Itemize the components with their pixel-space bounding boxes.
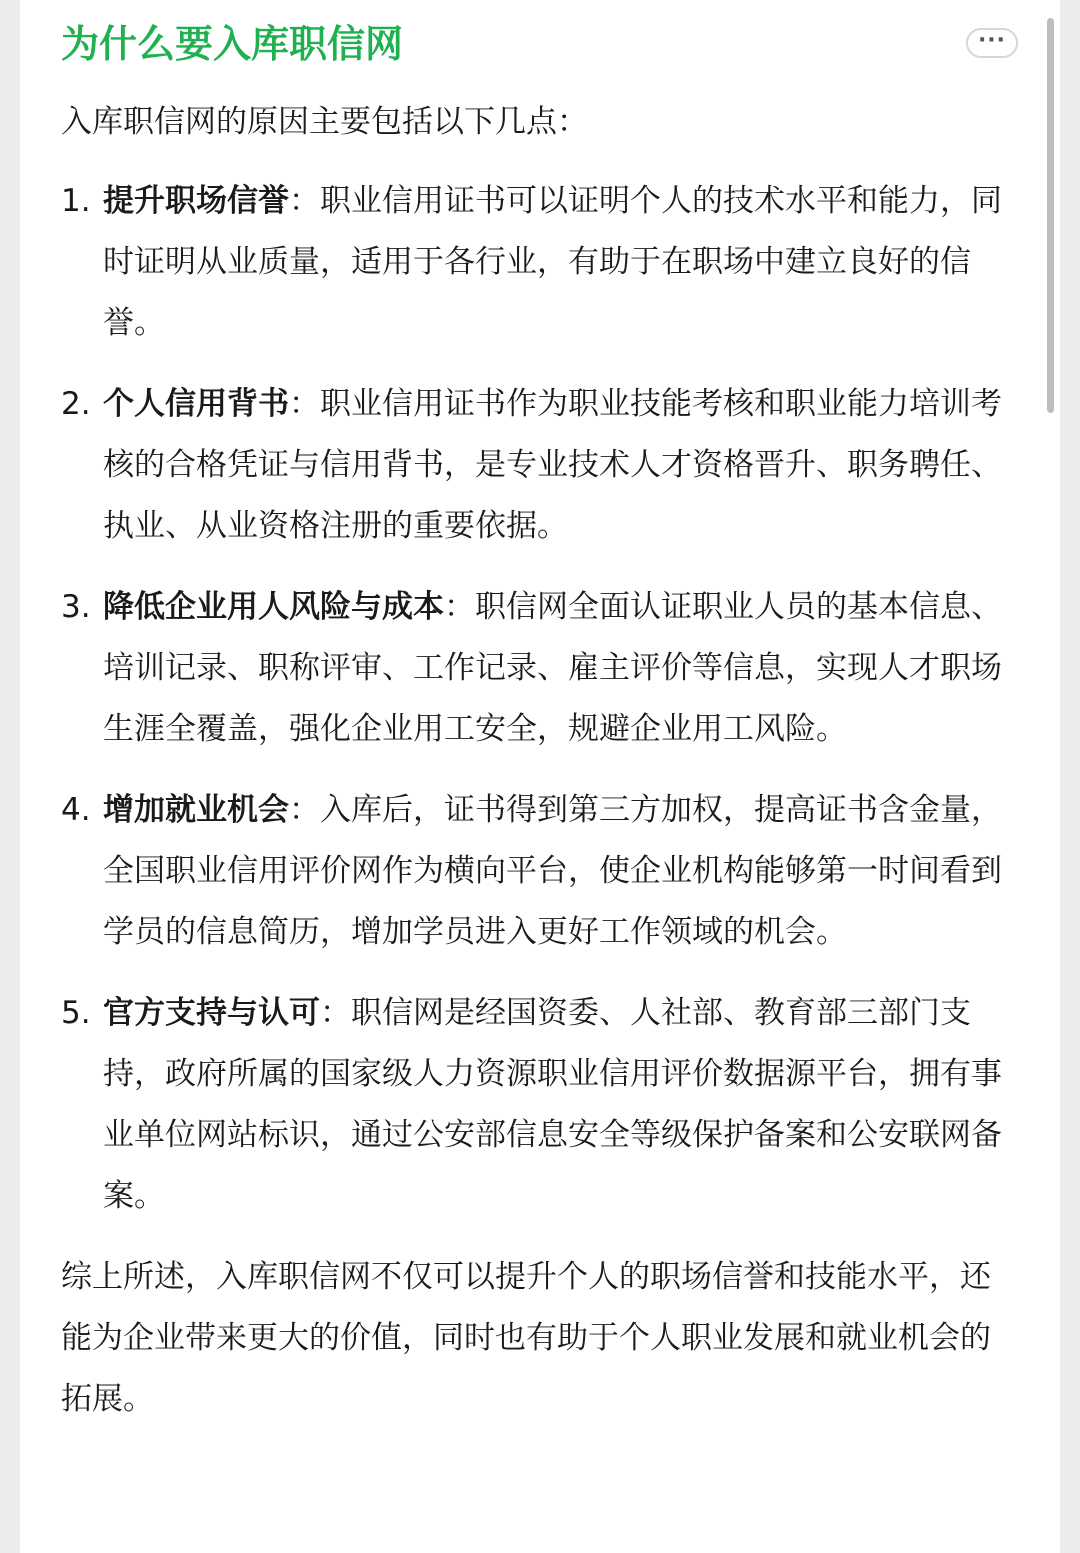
scrollbar[interactable]: [1047, 18, 1054, 413]
item-heading: 增加就业机会: [103, 792, 289, 828]
list-item: [61, 374, 1011, 557]
more-options-button[interactable]: [966, 28, 1018, 58]
answer-body: [61, 92, 1011, 1430]
item-number: 3.: [61, 589, 91, 625]
item-number: 1.: [61, 183, 91, 219]
item-text: ：入库后，证书得到第三方加权，提高证书含金量，全国职业信用评价网作为横向平台，使企业机构能够第一时间看到学员的信息简历，增加学员进入更好工作领域的机会。: [103, 792, 1002, 950]
reason-list: [61, 171, 1011, 1227]
intro-text: 入库职信网的原因主要包括以下几点：: [61, 104, 588, 140]
page-title: 为什么要入库职信网: [61, 22, 404, 66]
summary-text: 综上所述，入库职信网不仅可以提升个人的职场信誉和技能水平，还能为企业带来更大的价值，同时也有助于个人职业发展和就业机会的拓展。: [61, 1259, 991, 1417]
more-icon: ···: [977, 28, 1007, 53]
item-text: ：职业信用证书可以证明个人的技术水平和能力，同时证明从业质量，适用于各行业，有助于在职场中建立良好的信誉。: [103, 183, 1002, 341]
chat-answer-page: [20, 0, 1060, 1553]
item-text: ：职信网是经国资委、人社部、教育部三部门支持，政府所属的国家级人力资源职业信用评价数据源平台，拥有事业单位网站标识，通过公安部信息安全等级保护备案和公安联网备案。: [103, 995, 1002, 1214]
item-text: ：职信网全面认证职业人员的基本信息、培训记录、职称评审、工作记录、雇主评价等信息，实现人才职场生涯全覆盖，强化企业用工安全，规避企业用工风险。: [103, 589, 1002, 747]
item-heading: 降低企业用人风险与成本: [103, 589, 444, 625]
list-item: [61, 577, 1011, 760]
list-item: [61, 780, 1011, 963]
item-number: 2.: [61, 386, 91, 422]
list-item: [61, 171, 1011, 354]
item-heading: 官方支持与认可: [103, 995, 320, 1031]
item-number: 4.: [61, 792, 91, 828]
list-item: [61, 983, 1011, 1227]
item-text: ：职业信用证书作为职业技能考核和职业能力培训考核的合格凭证与信用背书，是专业技术人才资格晋升、职务聘任、执业、从业资格注册的重要依据。: [103, 386, 1002, 544]
item-number: 5.: [61, 995, 91, 1031]
item-heading: 个人信用背书: [103, 386, 289, 422]
item-heading: 提升职场信誉: [103, 183, 289, 219]
